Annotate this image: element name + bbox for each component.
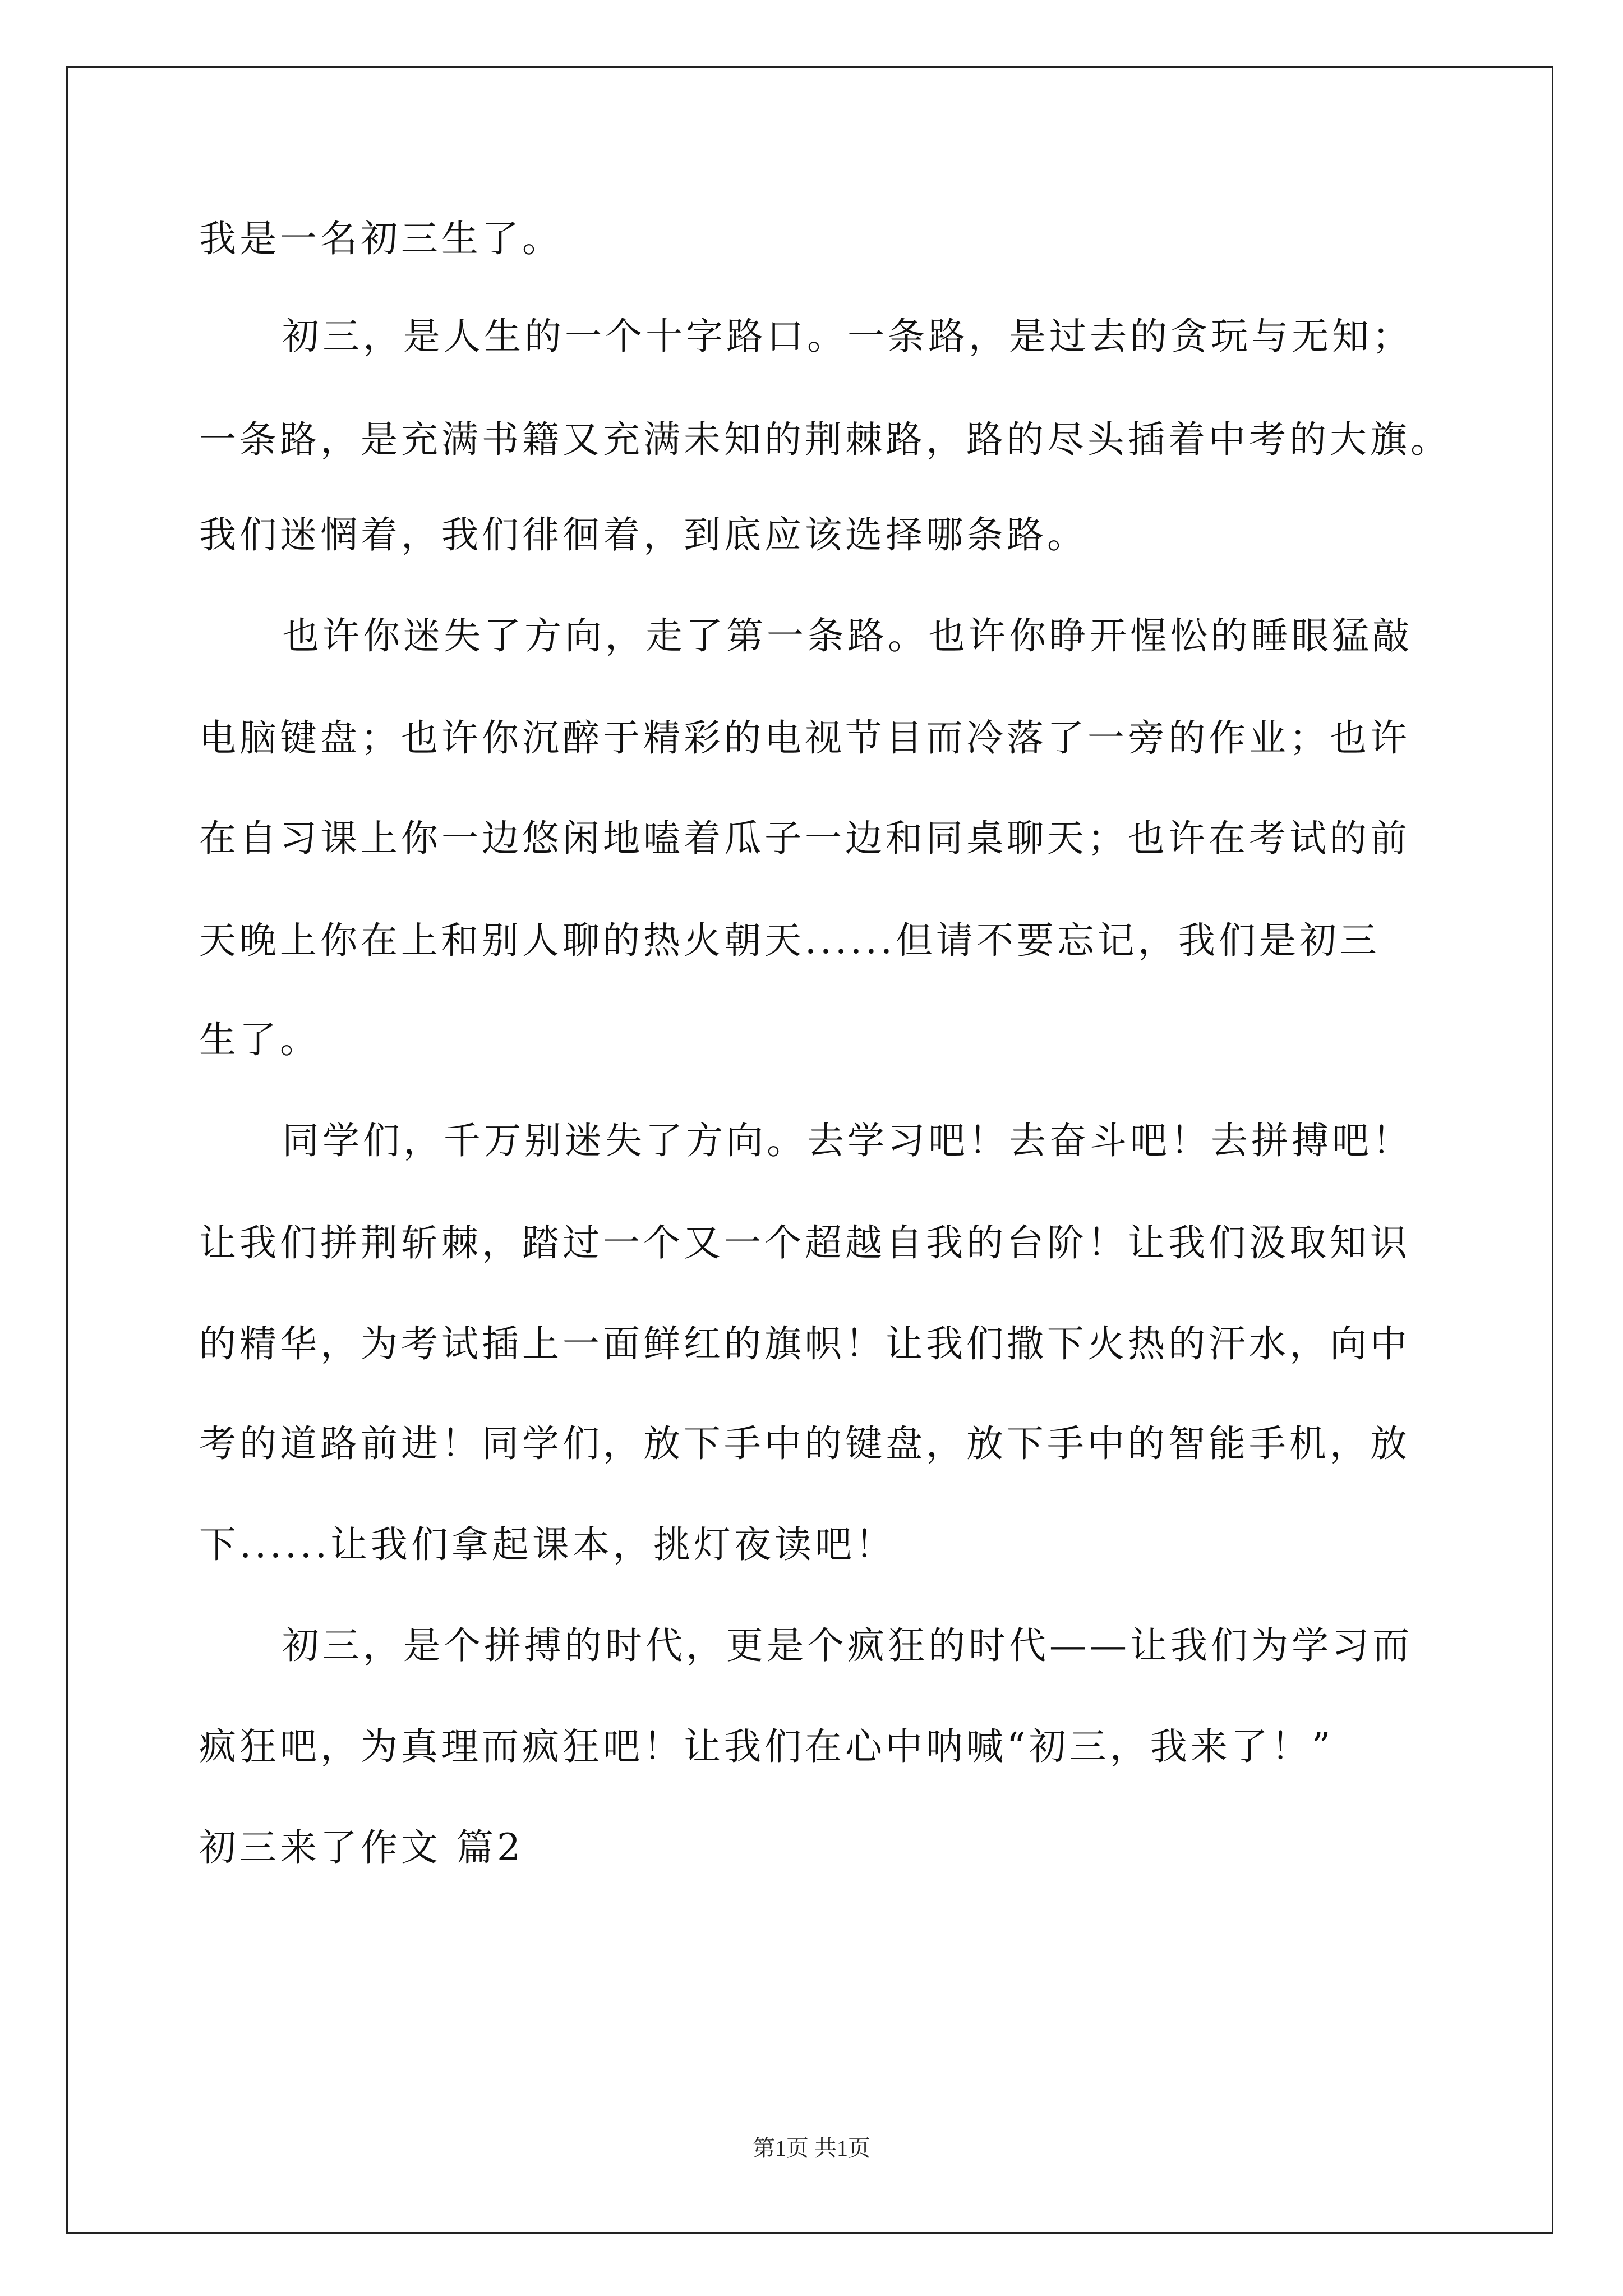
text-line: 天晚上你在上和别人聊的热火朝天......但请不要忘记，我们是初三 <box>199 919 1380 962</box>
section-heading: 初三来了作文 篇2 <box>199 1826 524 1869</box>
text-line: 生了。 <box>199 1018 320 1061</box>
text-line: 一条路，是充满书籍又充满未知的荆棘路，路的尽头插着中考的大旗。 <box>199 418 1451 461</box>
text-line: 让我们拼荆斩棘，踏过一个又一个超越自我的台阶！让我们汲取知识 <box>199 1221 1410 1264</box>
text-line: 电脑键盘；也许你沉醉于精彩的电视节目而冷落了一旁的作业；也许 <box>199 716 1410 760</box>
text-line: 考的道路前进！同学们，放下手中的键盘，放下手中的智能手机，放 <box>199 1422 1410 1465</box>
text-line: 下......让我们拿起课本，挑灯夜读吧！ <box>199 1523 896 1566</box>
paragraph-start-line: 也许你迷失了方向，走了第一条路。也许你睁开惺忪的睡眼猛敲 <box>282 614 1413 657</box>
text-line: 疯狂吧，为真理而疯狂吧！让我们在心中呐喊“初三，我来了！” <box>199 1725 1334 1768</box>
paragraph-start-line: 同学们，千万别迷失了方向。去学习吧！去奋斗吧！去拼搏吧！ <box>282 1119 1413 1162</box>
text-line: 在自习课上你一边悠闲地嗑着瓜子一边和同桌聊天；也许在考试的前 <box>199 817 1410 860</box>
page-number-footer: 第1页 共1页 <box>753 2136 870 2161</box>
text-line: 的精华，为考试插上一面鲜红的旗帜！让我们撒下火热的汗水，向中 <box>199 1322 1410 1365</box>
paragraph-start-line: 初三，是人生的一个十字路口。一条路，是过去的贪玩与无知； <box>282 315 1413 358</box>
text-line: 我们迷惘着，我们徘徊着，到底应该选择哪条路。 <box>199 513 1087 556</box>
paragraph-start-line: 初三，是个拼搏的时代，更是个疯狂的时代——让我们为学习而 <box>282 1624 1413 1667</box>
text-line: 我是一名初三生了。 <box>199 217 562 260</box>
